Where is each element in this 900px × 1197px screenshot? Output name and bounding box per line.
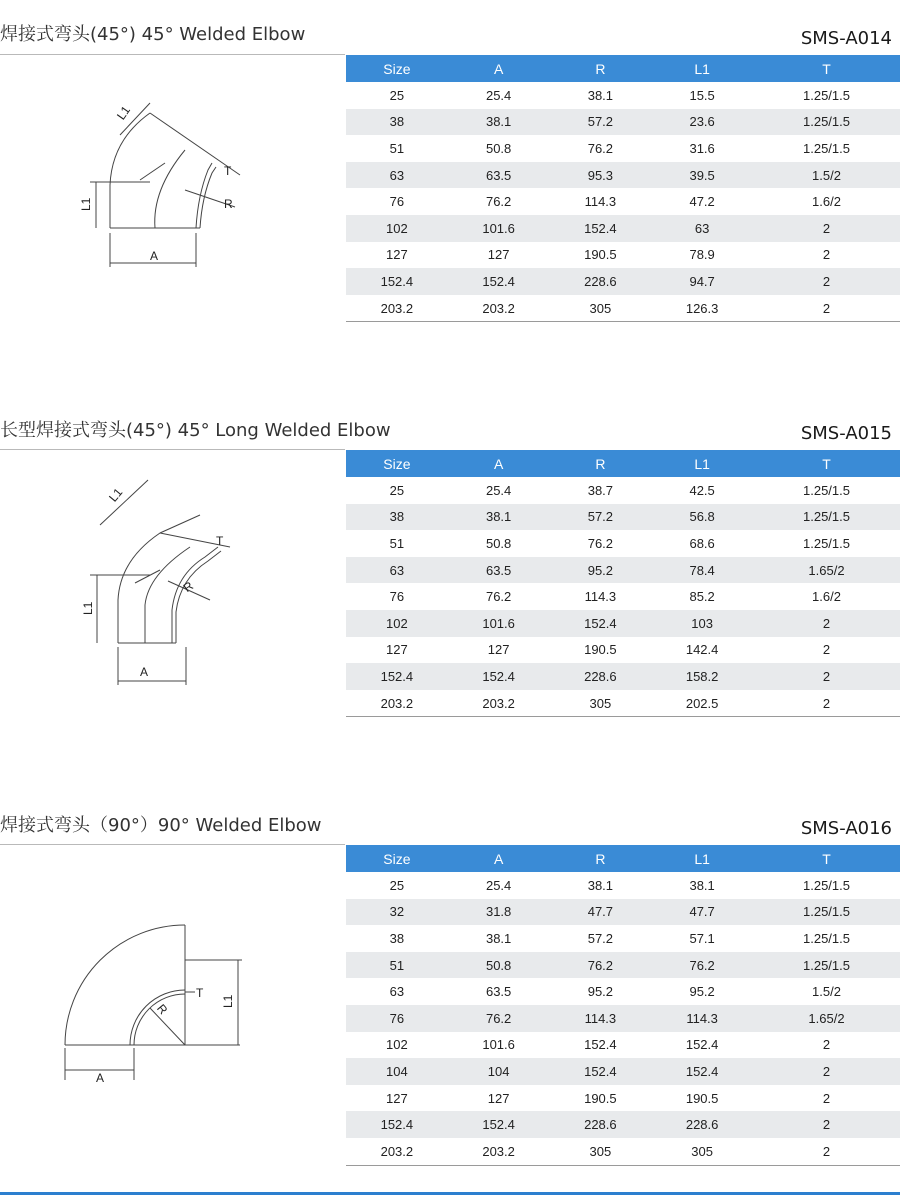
cell: 127 (487, 1090, 510, 1106)
cell: 114.3 (584, 589, 617, 605)
elbow-45-drawing (0, 95, 260, 279)
cell: 126.3 (651, 295, 753, 322)
cell: 127 (487, 642, 510, 658)
cell: 23.6 (651, 109, 753, 136)
dimension-table (346, 55, 900, 322)
cell: 127 (487, 247, 510, 263)
l1-label: L1 (106, 485, 126, 505)
cell: 38.1 (587, 87, 614, 103)
l1-label: L1 (221, 994, 235, 1008)
cell: 102 (386, 1037, 408, 1053)
table-row (346, 504, 900, 531)
cell: 152.4 (584, 1037, 617, 1053)
l1-label: L1 (79, 197, 93, 211)
table-row (346, 188, 900, 215)
cell: 63 (389, 984, 405, 1000)
cell: 203.2 (346, 1138, 448, 1165)
table-row (346, 82, 900, 109)
table-row (346, 1032, 900, 1059)
cell: 152.4 (448, 268, 550, 295)
cell: 1.6/2 (812, 194, 841, 210)
cell: 305 (550, 1138, 652, 1165)
cell: 39.5 (651, 162, 753, 189)
section-title: 焊接式弯头(45°) 45° Welded Elbow (0, 24, 306, 45)
cell: 38.1 (689, 877, 715, 893)
cell: 95.2 (689, 984, 715, 1000)
table-row (346, 295, 900, 322)
cell: 47.2 (689, 194, 715, 210)
table-row (346, 215, 900, 242)
long-elbow-45-drawing (0, 475, 260, 694)
table-row (346, 557, 900, 584)
table-row (346, 1005, 900, 1032)
cell: 2 (753, 663, 900, 690)
col-header: A (448, 450, 550, 477)
cell: 190.5 (584, 642, 617, 658)
col-header: T (753, 845, 900, 872)
cell: 63.5 (448, 162, 550, 189)
cell: 78.4 (651, 557, 753, 584)
cell: 57.2 (550, 504, 652, 531)
cell: 228.6 (550, 268, 652, 295)
table-row (346, 899, 900, 926)
cell: 152.4 (346, 663, 448, 690)
col-header: L1 (651, 450, 753, 477)
cell: 78.9 (689, 247, 715, 263)
cell: 102 (346, 215, 448, 242)
table-row (346, 610, 900, 637)
cell: 25 (389, 877, 405, 893)
cell: 94.7 (651, 268, 753, 295)
cell: 32 (346, 899, 448, 926)
col-header: A (448, 845, 550, 872)
cell: 152.4 (448, 1111, 550, 1138)
cell: 2 (753, 295, 900, 322)
cell: 38 (389, 930, 405, 946)
cell: 104 (346, 1058, 448, 1085)
table-row (346, 1085, 900, 1112)
col-header: R (550, 55, 652, 82)
cell: 2 (753, 268, 900, 295)
table-row (346, 242, 900, 269)
cell: 127 (386, 247, 408, 263)
cell: 103 (651, 610, 753, 637)
table-row (346, 162, 900, 189)
cell: 1.5/2 (812, 984, 841, 1000)
col-header: Size (346, 450, 448, 477)
cell: 51 (346, 952, 448, 979)
cell: 1.65/2 (753, 1005, 900, 1032)
cell: 127 (386, 642, 408, 658)
table-row (346, 530, 900, 557)
cell: 76 (346, 1005, 448, 1032)
table-row (346, 1138, 900, 1165)
cell: 190.5 (584, 247, 617, 263)
col-header: T (753, 450, 900, 477)
col-header: R (550, 845, 652, 872)
table-row (346, 925, 900, 952)
cell: 152.4 (550, 215, 652, 242)
cell: 1.25/1.5 (803, 482, 850, 498)
cell: 76.2 (587, 535, 614, 551)
table-row (346, 978, 900, 1005)
cell: 2 (822, 1037, 831, 1053)
table-row (346, 663, 900, 690)
cell: 76.2 (448, 1005, 550, 1032)
product-code: SMS-A016 (800, 818, 892, 839)
cell: 203.2 (346, 690, 448, 717)
cell: 305 (550, 295, 652, 322)
cell: 47.7 (651, 899, 753, 926)
a-label: A (96, 1071, 105, 1085)
cell: 1.25/1.5 (803, 140, 850, 156)
cell: 76.2 (651, 952, 753, 979)
cell: 228.6 (550, 1111, 652, 1138)
cell: 25 (389, 482, 405, 498)
table-row (346, 872, 900, 899)
divider (0, 844, 345, 845)
cell: 76 (389, 194, 405, 210)
cell: 127 (386, 1090, 408, 1106)
cell: 1.6/2 (812, 589, 841, 605)
table-row (346, 1058, 900, 1085)
cell: 63.5 (448, 557, 550, 584)
section-title: 长型焊接式弯头(45°) 45° Long Welded Elbow (0, 420, 391, 441)
cell: 114.3 (550, 1005, 652, 1032)
l1-label: L1 (113, 103, 134, 123)
cell: 228.6 (550, 663, 652, 690)
table-row (346, 690, 900, 717)
cell: 42.5 (689, 482, 715, 498)
col-header: Size (346, 55, 448, 82)
cell: 2 (753, 690, 900, 717)
cell: 15.5 (689, 87, 715, 103)
cell: 152.4 (685, 1037, 719, 1053)
section-title: 焊接式弯头（90°）90° Welded Elbow (0, 815, 322, 836)
cell: 76 (389, 589, 405, 605)
cell: 203.2 (448, 295, 550, 322)
t-label: T (196, 986, 204, 1000)
cell: 25.4 (485, 87, 512, 103)
table-row (346, 109, 900, 136)
cell: 38.1 (485, 930, 512, 946)
cell: 50.8 (485, 140, 512, 156)
cell: 25 (389, 87, 405, 103)
cell: 152.4 (550, 1058, 652, 1085)
cell: 38.1 (448, 504, 550, 531)
cell: 101.6 (448, 610, 550, 637)
a-label: A (140, 665, 149, 679)
cell: 76.2 (550, 952, 652, 979)
l1-label: L1 (81, 601, 95, 615)
table-row (346, 583, 900, 610)
cell: 38.1 (448, 109, 550, 136)
product-code: SMS-A015 (800, 423, 892, 444)
cell: 38.7 (587, 482, 614, 498)
dimension-table (346, 845, 900, 1166)
cell: 1.25/1.5 (753, 109, 900, 136)
cell: 114.3 (651, 1005, 753, 1032)
cell: 1.25/1.5 (753, 504, 900, 531)
col-header: R (550, 450, 652, 477)
bottom-rule (0, 1192, 900, 1195)
table-row (346, 477, 900, 504)
cell: 57.1 (689, 930, 715, 946)
cell: 57.2 (587, 930, 614, 946)
col-header: T (753, 55, 900, 82)
t-label: T (224, 164, 232, 178)
cell: 63 (346, 162, 448, 189)
cell: 152.4 (651, 1058, 753, 1085)
cell: 152.4 (448, 663, 550, 690)
cell: 25.4 (485, 482, 512, 498)
cell: 152.4 (346, 268, 448, 295)
cell: 1.25/1.5 (803, 87, 850, 103)
cell: 2 (822, 247, 831, 263)
cell: 95.3 (550, 162, 652, 189)
cell: 1.65/2 (753, 557, 900, 584)
cell: 1.5/2 (753, 162, 900, 189)
cell: 142.4 (685, 642, 719, 658)
col-header: Size (346, 845, 448, 872)
cell: 152.4 (346, 1111, 448, 1138)
cell: 68.6 (689, 535, 715, 551)
cell: 152.4 (550, 610, 652, 637)
cell: 47.7 (550, 899, 652, 926)
cell: 31.6 (689, 140, 715, 156)
cell: 2 (753, 610, 900, 637)
elbow-90-drawing (0, 920, 260, 1094)
cell: 2 (753, 1111, 900, 1138)
table-row (346, 1111, 900, 1138)
cell: 56.8 (651, 504, 753, 531)
cell: 95.2 (587, 984, 614, 1000)
divider (0, 54, 345, 55)
table-row (346, 952, 900, 979)
cell: 203.2 (346, 295, 448, 322)
dimension-table (346, 450, 900, 717)
col-header: A (448, 55, 550, 82)
cell: 102 (346, 610, 448, 637)
cell: 1.25/1.5 (803, 930, 850, 946)
r-label: R (180, 578, 196, 596)
cell: 1.25/1.5 (753, 952, 900, 979)
a-label: A (150, 249, 159, 263)
cell: 38.1 (587, 877, 614, 893)
cell: 51 (389, 140, 405, 156)
cell: 51 (389, 535, 405, 551)
cell: 50.8 (448, 952, 550, 979)
cell: 1.25/1.5 (803, 877, 850, 893)
cell: 38 (346, 504, 448, 531)
cell: 85.2 (689, 589, 715, 605)
cell: 63.5 (485, 984, 512, 1000)
cell: 63 (651, 215, 753, 242)
r-label: R (154, 1001, 171, 1018)
col-header: L1 (651, 845, 753, 872)
r-label: R (224, 197, 233, 211)
cell: 1.25/1.5 (803, 535, 850, 551)
cell: 76.2 (485, 589, 512, 605)
cell: 158.2 (651, 663, 753, 690)
table-row (346, 637, 900, 664)
cell: 228.6 (651, 1111, 753, 1138)
cell: 63 (346, 557, 448, 584)
cell: 38 (346, 109, 448, 136)
cell: 50.8 (485, 535, 512, 551)
col-header: L1 (651, 55, 753, 82)
divider (0, 449, 345, 450)
cell: 95.2 (550, 557, 652, 584)
cell: 1.25/1.5 (753, 899, 900, 926)
cell: 114.3 (584, 194, 617, 210)
cell: 104 (448, 1058, 550, 1085)
cell: 305 (651, 1138, 753, 1165)
cell: 2 (753, 1058, 900, 1085)
cell: 57.2 (550, 109, 652, 136)
cell: 76.2 (485, 194, 512, 210)
table-row (346, 268, 900, 295)
cell: 203.2 (448, 1138, 550, 1165)
cell: 2 (753, 1138, 900, 1165)
cell: 202.5 (651, 690, 753, 717)
cell: 76.2 (587, 140, 614, 156)
cell: 203.2 (448, 690, 550, 717)
cell: 2 (753, 215, 900, 242)
cell: 101.6 (482, 1037, 515, 1053)
cell: 2 (822, 642, 831, 658)
t-label: T (216, 534, 224, 548)
cell: 190.5 (685, 1090, 719, 1106)
cell: 190.5 (584, 1090, 617, 1106)
product-code: SMS-A014 (800, 28, 892, 49)
cell: 25.4 (485, 877, 512, 893)
cell: 2 (822, 1090, 831, 1106)
cell: 305 (550, 690, 652, 717)
table-row (346, 135, 900, 162)
cell: 101.6 (448, 215, 550, 242)
cell: 31.8 (448, 899, 550, 926)
